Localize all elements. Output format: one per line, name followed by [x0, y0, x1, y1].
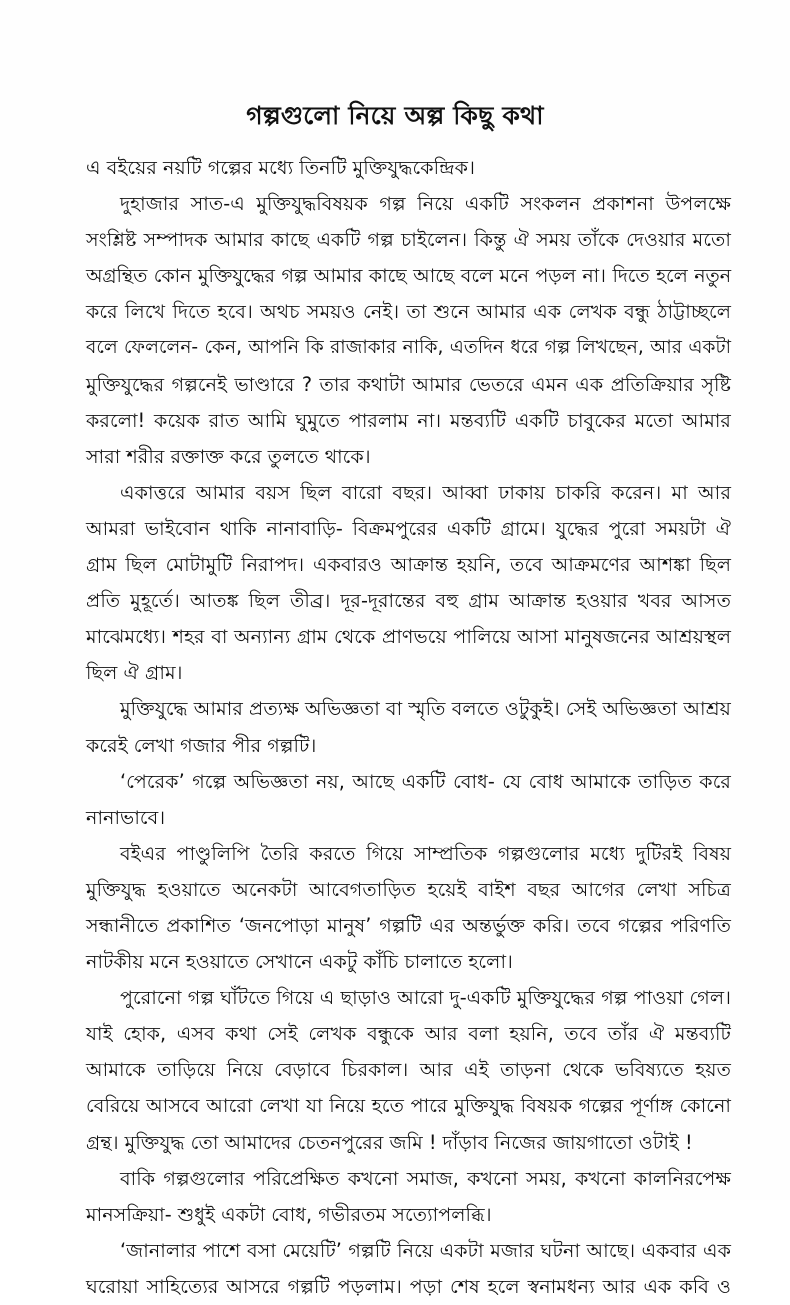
text-line: বইএর পাণ্ডুলিপি তৈরি করতে গিয়ে সাম্প্রতিক গল্পগুলোর মধ্যে দুটিরই বিষয় — [120, 841, 731, 865]
text-line: সংশ্লিষ্ট সম্পাদক আমার কাছে একটি গল্প চাইলেন। কিন্তু ঐ সময় তাঁকে দেওয়ার মতো — [86, 228, 731, 252]
text-line: গ্রন্থ। মুক্তিযুদ্ধ তো আমাদের চেতনপুরের জমি ! দাঁড়াব নিজের জায়গাতো ওটাই ! — [86, 1130, 693, 1154]
text-line: মানসক্রিয়া- শুধুই একটা বোধ, গভীরতম সত্যোপলব্ধি। — [86, 1202, 492, 1226]
text-line: এ বইয়ের নয়টি গল্পের মধ্যে তিনটি মুক্তিযুদ্ধকেন্দ্রিক। — [86, 156, 475, 179]
chapter-title: গল্পগুলো নিয়ে অল্প কিছু কথা — [246, 101, 544, 130]
text-line: করে লিখে দিতে হবে। অথচ সময়ও নেই। তা শুনে আমার এক লেখক বন্ধু ঠাট্টাচ্ছলে — [86, 300, 731, 324]
text-line: পুরোনো গল্প ঘাঁটতে গিয়ে এ ছাড়াও আরো দু-একটি মুক্তিযুদ্ধের গল্প পাওয়া গেল। — [120, 986, 731, 1010]
text-line: অগ্রন্থিত কোন মুক্তিযুদ্ধের গল্প আমার কাছে আছে বলে মনে পড়ল না। দিতে হলে নতুন — [86, 265, 731, 288]
text-line: সারা শরীর রক্তাক্ত করে তুলতে থাকে। — [86, 444, 371, 468]
text-line: সন্ধানীতে প্রকাশিত ‘জনপোড়া মানুষ’ গল্পটি এর অন্তর্ভুক্ত করি। তবে গল্পের পরিণতি — [86, 913, 731, 937]
text-line: করেই লেখা গজার পীর গল্পটি। — [86, 733, 317, 757]
text-line: বলে ফেললেন- কেন, আপনি কি রাজাকার নাকি, এতদিন ধরে গল্প লিখছেন, আর একটা — [86, 337, 731, 359]
text-line: দুহাজার সাত-এ মুক্তিযুদ্ধবিষয়ক গল্প নিয়ে একটি সংকলন প্রকাশনা উপলক্ষে — [120, 192, 731, 216]
text-line: মুক্তিযুদ্ধ হওয়াতে অনেকটা আবেগতাড়িত হয়েই বাইশ বছর আগের লেখা সচিত্র — [86, 877, 731, 901]
body-text — [86, 150, 731, 1305]
text-line: মুক্তিযুদ্ধে আমার প্রত্যক্ষ অভিজ্ঞতা বা স্মৃতি বলতে ওটুকুই। সেই অভিজ্ঞতা আশ্রয় — [120, 697, 731, 721]
text-line: মাঝেমধ্যে। শহর বা অন্যান্য গ্রাম থেকে প্রাণভয়ে পালিয়ে আসা মানুষজনের আশ্রয়স্থল — [86, 625, 731, 649]
text-line: ঘরোয়া সাহিত্যের আসরে গল্পটি পড়লাম। পড়া শেষ হলে স্বনামধন্য আর এক কবি ও — [86, 1274, 731, 1298]
text-line: প্রতি মুহূর্তে। আতঙ্ক ছিল তীব্র। দূর-দূরান্তের বহু গ্রাম আক্রান্ত হওয়ার খবর আসত — [86, 589, 731, 613]
text-line: ‘জানালার পাশে বসা মেয়েটি’ গল্পটি নিয়ে একটা মজার ঘটনা আছে। একবার এক — [120, 1238, 731, 1262]
text-line: আমরা ভাইবোন থাকি নানাবাড়ি- বিক্রমপুরের একটি গ্রামে। যুদ্ধের পুরো সময়টা ঐ — [86, 516, 731, 540]
text-line: একাত্তরে আমার বয়স ছিল বারো বছর। আব্বা ঢাকায় চাকরি করেন। মা আর — [120, 480, 731, 504]
text-line: করলো! কয়েক রাত আমি ঘুমুতে পারলাম না। মন্তব্যটি একটি চাবুকের মতো আমার — [86, 408, 731, 432]
text-line: মুক্তিযুদ্ধের গল্পনেই ভাণ্ডারে ? তার কথাটা আমার ভেতরে এমন এক প্রতিক্রিয়ার সৃষ্টি — [86, 372, 731, 396]
text-line: বেরিয়ে আসবে আরো লেখা যা নিয়ে হতে পারে মুক্তিযুদ্ধ বিষয়ক গল্পের পূর্ণাঙ্গ কোনো — [86, 1094, 731, 1118]
text-line: ছিল ঐ গ্রাম। — [86, 661, 183, 685]
text-line: ‘পেরেক’ গল্পে অভিজ্ঞতা নয়, আছে একটি বোধ- যে বোধ আমাকে তাড়িত করে — [120, 769, 731, 793]
text-line: নানাভাবে। — [86, 805, 166, 829]
text-line: যাই হোক, এসব কথা সেই লেখক বন্ধুকে আর বলা হয়নি, তবে তাঁর ঐ মন্তব্যটি — [86, 1022, 731, 1046]
text-line: বাকি গল্পগুলোর পরিপ্রেক্ষিত কখনো সমাজ, কখনো সময়, কখনো কালনিরপেক্ষ — [120, 1166, 731, 1190]
text-line: আমাকে তাড়িয়ে নিয়ে বেড়াবে চিরকাল। আর এই তাড়না থেকে ভবিষ্যতে হয়ত — [86, 1058, 731, 1082]
text-line: নাটকীয় মনে হওয়াতে সেখানে একটু কাঁচি চালাতে হলো। — [86, 950, 513, 974]
text-line: গ্রাম ছিল মোটামুটি নিরাপদ। একবারও আক্রান্ত হয়নি, তবে আক্রমণের আশঙ্কা ছিল — [86, 553, 731, 577]
